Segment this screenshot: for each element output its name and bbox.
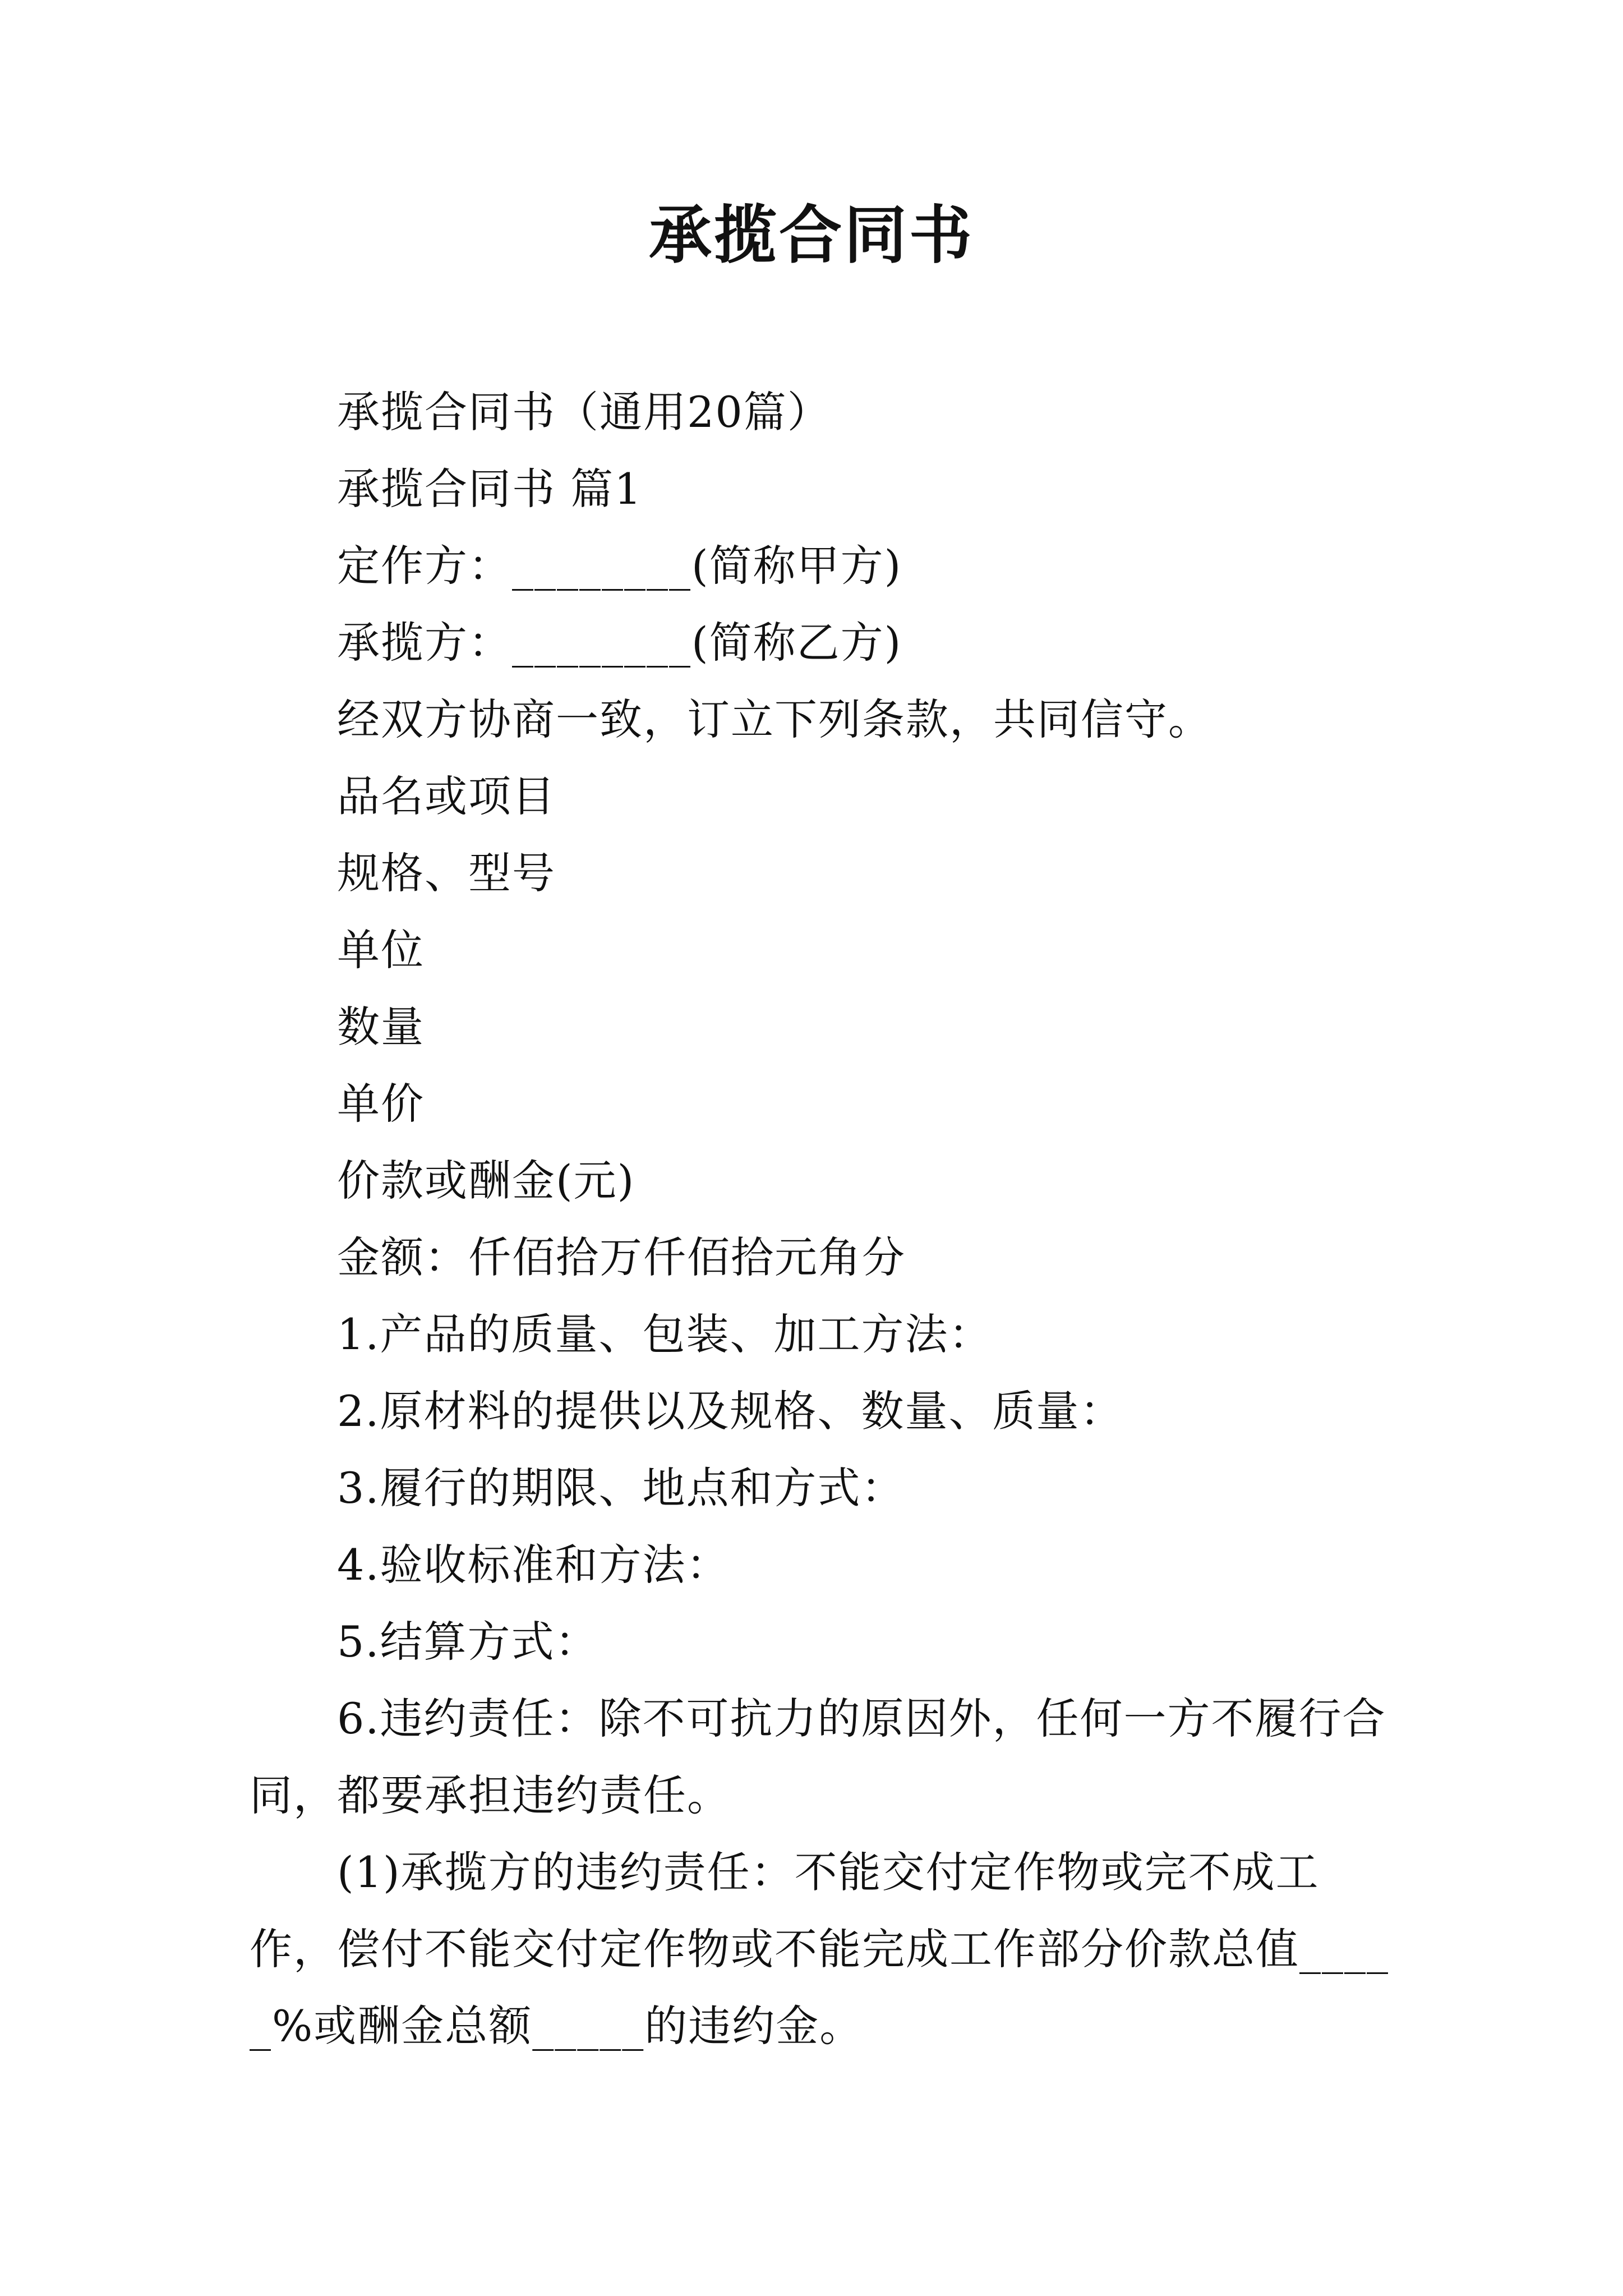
paragraph-spec: 规格、型号 [337,848,556,898]
clause-3: 3.履行的期限、地点和方式： [337,1463,905,1513]
paragraph-party-a: 定作方：________(简称甲方) [337,541,902,591]
paragraph-price: 价款或酬金(元) [337,1156,635,1205]
clause-5: 5.结算方式： [337,1617,599,1667]
clause-1: 1.产品的质量、包装、加工方法： [337,1309,993,1359]
paragraph-amount: 金额：仟佰拾万仟佰拾元角分 [337,1232,906,1282]
paragraph-unit-price: 单价 [337,1079,425,1129]
paragraph-agreement: 经双方协商一致，订立下列条款，共同信守。 [337,694,1212,744]
clause-6-1: (1)承揽方的违约责任：不能交付定作物或完不成工作，偿付不能交付定作物或不能完成工作部分价款总值_____%或酬金总额_____的违约金。 [250,1847,1389,2051]
clause-4: 4.验收标准和方法： [337,1540,730,1590]
paragraph-party-b: 承揽方：________(简称乙方) [337,618,902,668]
document-title: 承揽合同书 [649,199,974,272]
paragraph-quantity: 数量 [337,1002,425,1052]
document-body [250,374,1399,2064]
clause-2: 2.原材料的提供以及规格、数量、质量： [337,1386,1124,1436]
paragraph-section-heading: 承揽合同书 篇1 [337,464,643,514]
paragraph-unit: 单位 [337,925,425,975]
paragraph-item-name: 品名或项目 [337,771,556,821]
paragraph-subtitle: 承揽合同书（通用20篇） [337,387,831,437]
clause-6: 6.违约责任：除不可抗力的原因外，任何一方不履行合同，都要承担违约责任。 [250,1694,1386,1820]
